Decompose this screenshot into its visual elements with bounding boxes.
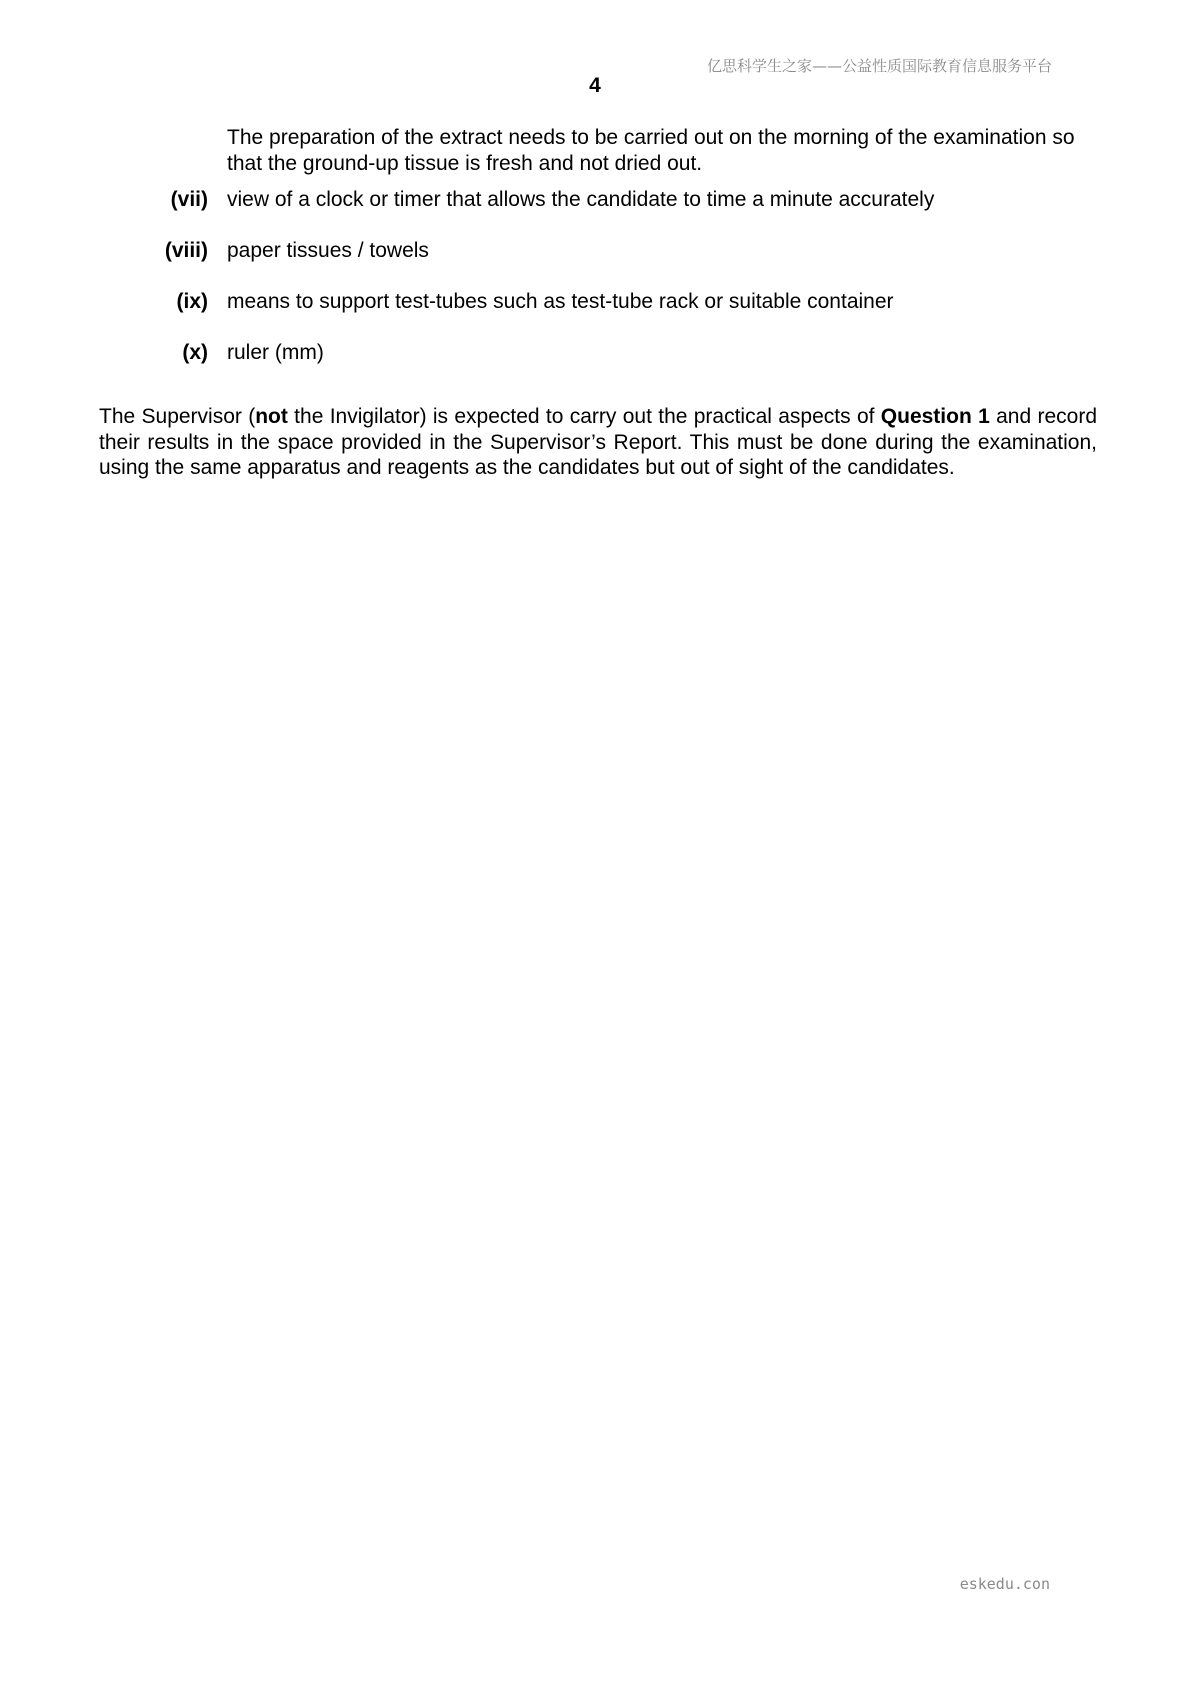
list-item-text: paper tissues / towels (227, 239, 429, 262)
closing-text-2: the Invigilator) is expected to carry out the practical aspects of (287, 405, 881, 428)
supervisor-paragraph (99, 404, 1097, 481)
footer-watermark: eskedu.con (959, 1575, 1050, 1593)
closing-text-1: The Supervisor ( (99, 405, 256, 428)
list-item-number: (x) (182, 341, 208, 364)
closing-bold-not: not (255, 405, 288, 428)
header-watermark: 亿思科学生之家——公益性质国际教育信息服务平台 (706, 57, 1052, 75)
list-item-text: view of a clock or timer that allows the candidate to time a minute accurately (227, 188, 935, 211)
list-item-text: ruler (mm) (227, 341, 324, 364)
list-item-number: (viii) (164, 239, 208, 262)
list-item-number: (vii) (170, 188, 208, 211)
page-number: 4 (589, 74, 601, 97)
list-item-text: means to support test-tubes such as test-tube rack or suitable container (227, 290, 894, 313)
closing-text-3: and record their results in the space provided in the Supervisor’s Report. This must be done during the examination, using the same apparatus and reagents as the candidates but out of sight of the candidates. (99, 405, 1097, 479)
closing-bold-question: Question 1 (880, 405, 990, 428)
intro-paragraph: The preparation of the extract needs to be carried out on the morning of the examination so that the ground-up tissue is fresh and not dried out. (227, 126, 1075, 175)
list-item-number: (ix) (176, 290, 208, 313)
